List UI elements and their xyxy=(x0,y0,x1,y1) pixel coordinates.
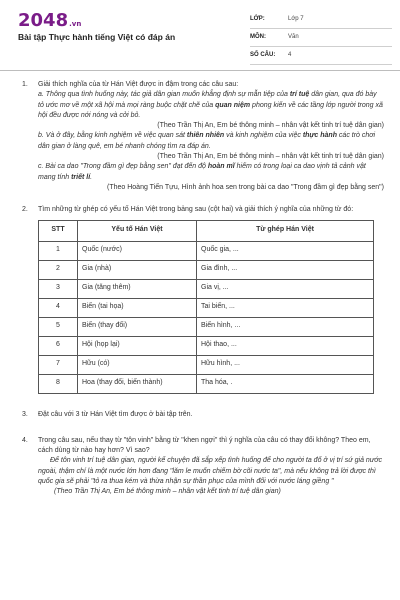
table-header-row xyxy=(39,220,374,241)
item-b xyxy=(38,131,384,152)
column-header: STT xyxy=(39,220,78,241)
meta-value: 4 xyxy=(288,52,292,58)
cell-stt: 6 xyxy=(39,336,78,355)
item-a xyxy=(38,90,384,121)
meta-value: Lớp 7 xyxy=(288,16,304,22)
column-header: Từ ghép Hán Việt xyxy=(197,220,374,241)
question-intro: Tìm những từ ghép có yếu tố Hán Việt trong bảng sau (cột hai) và giải thích ý nghĩa của những từ đó: xyxy=(38,206,354,214)
text: a. Thông qua tình huống này, tác giả dân gian muốn khẳng định sự mẫn tiệp của xyxy=(38,91,290,99)
cell-element: Biến (tai họa) xyxy=(78,298,197,317)
question-body: Đặt câu với 3 từ Hán Việt tìm được ở bài tập trên. xyxy=(38,410,193,418)
question-4 xyxy=(0,436,400,498)
cell-compound: Gia vị, ... xyxy=(197,279,374,298)
cell-compound: Tha hóa, . xyxy=(197,374,374,393)
table-row xyxy=(39,355,374,374)
cell-compound: Quốc gia, ... xyxy=(197,241,374,260)
text: và kinh nghiệm của việc xyxy=(224,132,303,140)
cell-stt: 5 xyxy=(39,317,78,336)
question-body xyxy=(38,80,384,193)
cell-element: Gia (nhà) xyxy=(78,260,197,279)
document-title: Bài tập Thực hành tiếng Việt có đáp án xyxy=(18,32,176,42)
quoted-passage: Để tôn vinh trí tuệ dân gian, người kể chuyện đã sắp xếp tình huống để cho người ta đố ở vị trí sứ giả nước ngoài, thậm chí là một nước lớn hơn đang "lăm le muốn chiếm bờ cõi nước ta", mà nếu không trả lời được thì quốc gia sẽ phải "tỏ ra thua kém và thừa nhận sự thần phục của mình đối với nước láng giềng " xyxy=(38,457,382,486)
cell-stt: 2 xyxy=(39,260,78,279)
cell-compound: Gia đình, ... xyxy=(197,260,374,279)
bold-term: hoàn mĩ xyxy=(207,163,235,171)
cell-stt: 1 xyxy=(39,241,78,260)
source-citation: (Theo Trần Thị An, Em bé thông minh – nhân vật kết tinh trí tuệ dân gian) xyxy=(157,122,384,130)
bold-term: trí tuệ xyxy=(289,91,310,99)
question-number: 2. xyxy=(22,206,28,214)
cell-stt: 3 xyxy=(39,279,78,298)
cell-compound: Biến hình, ... xyxy=(197,317,374,336)
meta-value: Văn xyxy=(288,34,299,40)
table-row xyxy=(39,241,374,260)
text: hiếm có trong loại ca dao vịnh tả cảnh vật mang tính xyxy=(38,163,366,181)
cell-stt: 7 xyxy=(39,355,78,374)
bold-term: quan niệm xyxy=(215,101,251,109)
text: c. Bài ca dao "Trong đầm gì đẹp bằng sen" đạt đến độ xyxy=(38,163,208,171)
question-number: 1. xyxy=(22,81,28,88)
column-header: Yếu tố Hán Việt xyxy=(78,220,197,241)
cell-stt: 4 xyxy=(39,298,78,317)
cell-element: Quốc (nước) xyxy=(78,241,197,260)
text: b. Và ở đây, bằng kinh nghiệm về việc quan sát xyxy=(38,132,187,140)
page-header xyxy=(0,0,400,71)
cell-compound: Tai biến, ... xyxy=(197,298,374,317)
site-logo[interactable] xyxy=(18,10,81,31)
question-body xyxy=(38,205,384,215)
source-citation: (Theo Trần Thị An, Em bé thông minh – nhân vật kết tinh trí tuệ dân gian) xyxy=(157,153,384,161)
question-3 xyxy=(0,410,400,420)
text: các trò chơi dân gian ở làng quê, em bé nhanh chóng tìm ra đáp án. xyxy=(38,132,376,150)
logo-suffix: .vn xyxy=(69,20,82,28)
question-2 xyxy=(0,205,400,393)
question-1 xyxy=(0,80,400,193)
question-intro: Giải thích nghĩa của từ Hán Việt được in đậm trong các câu sau: xyxy=(38,81,239,88)
questions-content xyxy=(0,76,400,498)
cell-element: Hội (họp lại) xyxy=(78,336,197,355)
source-citation: (Theo Trần Thị An, Em bé thông minh – nhân vật kết tinh trí tuệ dân gian) xyxy=(54,488,281,496)
cell-element: Hữu (có) xyxy=(78,355,197,374)
meta-label: SỐ CÂU: xyxy=(250,52,276,58)
source-citation: (Theo Hoàng Tiến Tựu, Hình ảnh hoa sen trong bài ca dao "Trong đầm gì đẹp bằng sen") xyxy=(107,183,384,191)
question-body xyxy=(38,436,384,498)
table-row xyxy=(39,374,374,393)
question-number: 4. xyxy=(22,436,28,444)
table-row xyxy=(39,336,374,355)
question-text: Trong câu sau, nếu thay từ "tôn vinh" bằng từ "khen ngợi" thì ý nghĩa của câu có thay đổi không? Theo em, cách dùng từ nào hay hơn? Vì sao? xyxy=(38,436,371,455)
table-row xyxy=(39,260,374,279)
table-row xyxy=(39,317,374,336)
text: dân gian, qua đó bày tỏ ước mơ về một xã hội mà mọi ràng buộc chặt chẽ của xyxy=(38,91,377,109)
meta-row-count xyxy=(250,50,392,65)
bold-term: thực hành xyxy=(302,132,337,140)
question-number: 3. xyxy=(22,410,28,418)
table-row xyxy=(39,279,374,298)
item-c xyxy=(38,162,384,183)
bold-term: thiên nhiên xyxy=(186,132,225,140)
metadata-panel xyxy=(250,14,392,68)
table-row xyxy=(39,298,374,317)
cell-compound: Hữu hình, ... xyxy=(197,355,374,374)
cell-element: Hoa (thay đổi, biến thành) xyxy=(78,374,197,393)
meta-row-class xyxy=(250,14,392,29)
meta-row-subject xyxy=(250,32,392,47)
vocabulary-table xyxy=(38,220,374,394)
cell-element: Biến (thay đổi) xyxy=(78,317,197,336)
cell-compound: Hội thao, ... xyxy=(197,336,374,355)
cell-stt: 8 xyxy=(39,374,78,393)
bold-term: triết lí xyxy=(71,173,91,181)
meta-label: MÔN: xyxy=(250,34,266,40)
cell-element: Gia (tăng thêm) xyxy=(78,279,197,298)
logo-text: 2048 xyxy=(18,10,69,31)
text: . xyxy=(90,173,93,181)
meta-label: LỚP: xyxy=(250,16,265,22)
text: phong kiến về các tầng lớp người trong xã hội đều được nới nóng và cởi bỏ. xyxy=(38,101,383,119)
